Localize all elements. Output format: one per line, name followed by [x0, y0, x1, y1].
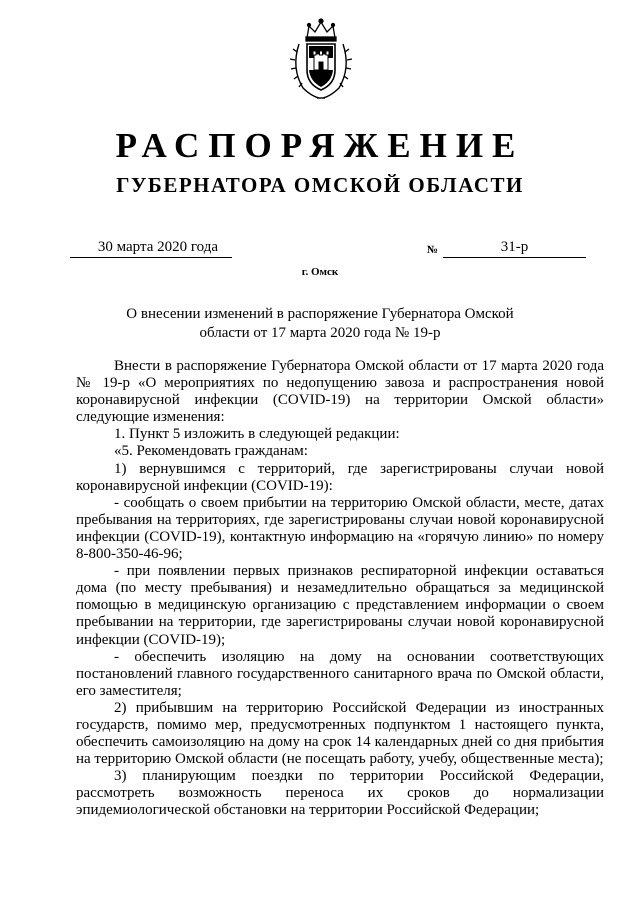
omsk-coat-of-arms-icon	[289, 18, 353, 102]
date-underline	[70, 257, 232, 258]
number-label: №	[427, 244, 439, 256]
document-heading: О внесении изменений в распоряжение Губернатора Омской области от 17 марта 2020 года № 19-р	[126, 306, 514, 341]
document-city: г. Омск	[301, 266, 339, 278]
paragraph: - обеспечить изоляцию на дому на основании соответствующих постановлений главного государственного санитарного врача по Омской области, его заместителя;	[76, 648, 604, 699]
paragraph: 1. Пункт 5 изложить в следующей редакции:	[114, 426, 400, 443]
document-date: 30 марта 2020 года	[97, 239, 218, 255]
paragraph: - при появлении первых признаков респираторной инфекции оставаться дома (по месту пребывания) и незамедлительно обращаться за медицинской помощью в медицинскую организацию с представлением информации о своем пребывании на территории, где зарегистрированы случаи новой коронавирусной инфекции (COVID-19);	[76, 563, 604, 648]
paragraph: 2) прибывшим на территорию Российской Федерации из иностранных государств, помимо мер, предусмотренных подпунктом 1 настоящего пункта, обеспечить самоизоляцию на дому на срок 14 календарных дней со дня прибытия на территорию Омской области (не посещать работу, учебу, общественные места);	[76, 699, 604, 768]
paragraph: 3) планирующим поездки по территории Российской Федерации, рассмотреть возможность переноса их сроков до нормализации эпидемиологической обстановки на территории Российской Федерации;	[76, 768, 604, 819]
paragraph: «5. Рекомендовать гражданам:	[114, 443, 308, 460]
paragraph: Внести в распоряжение Губернатора Омской области от 17 марта 2020 года № 19-р «О мероприятиях по недопущению завоза и распространения новой коронавирусной инфекции (COVID-19) на территории Омской области» следующие изменения:	[76, 358, 604, 426]
paragraph: 1) вернувшимся с территорий, где зарегистрированы случаи новой коронавирусной инфекции (COVID-19):	[76, 460, 604, 494]
number-underline	[443, 257, 586, 258]
document-number: 31-р	[500, 239, 529, 255]
document-body	[76, 358, 604, 820]
document-subtitle: ГУБЕРНАТОРА ОМСКОЙ ОБЛАСТИ	[116, 173, 524, 197]
paragraph: - сообщать о своем прибытии на территорию Омской области, месте, датах пребывания на территориях, где зарегистрированы случаи новой коронавирусной инфекции (COVID-19), контактную информацию на «горячую линию» по номеру 8-800-350-46-96;	[76, 494, 604, 563]
document-title: РАСПОРЯЖЕНИЕ	[115, 126, 525, 165]
